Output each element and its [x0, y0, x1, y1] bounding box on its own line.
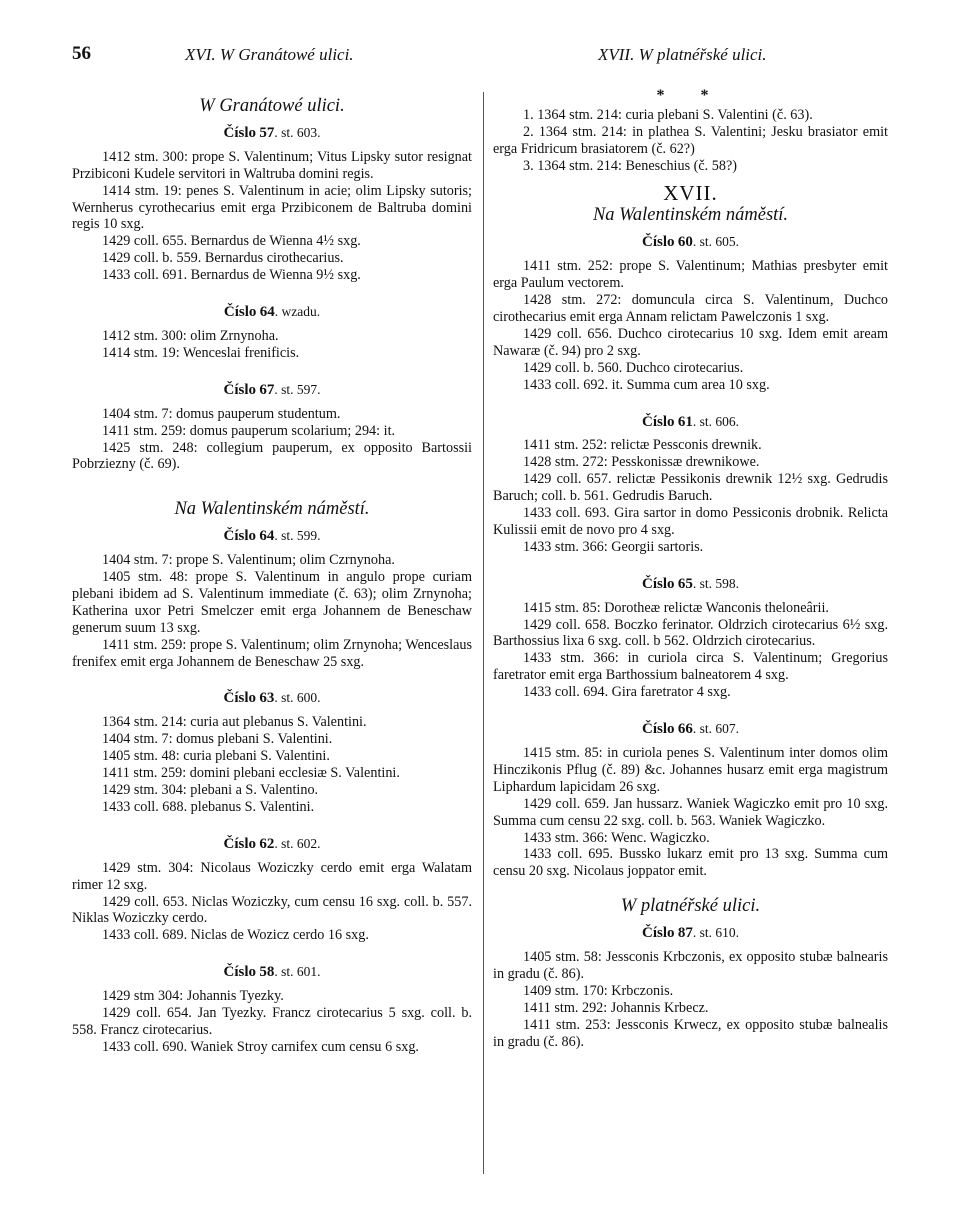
house-number: 63	[259, 690, 275, 707]
record-entry: 1429 coll. b. 560. Duchco cirotecarius.	[523, 359, 744, 376]
street-number: . st. 598.	[692, 575, 740, 591]
house-number-heading	[493, 721, 888, 738]
house-number: 64	[259, 528, 275, 545]
running-head-right: XVII. W platnéřské ulici.	[598, 45, 767, 64]
street-heading: Na Walentinském náměstí.	[592, 205, 789, 226]
street-heading: W Granátowé ulici.	[199, 96, 345, 116]
house-number-heading	[72, 382, 472, 399]
house-number: 64	[259, 304, 275, 321]
record-entry: 1414 stm. 19: penes S. Valentinum in acie; olim Lipsky sutoris; Wernherus cyrothecarius emit erga Przibiconem de Baltruba domini regis 10 sxg.	[72, 182, 472, 233]
record-entry: 1412 stm. 300: prope S. Valentinum; Vitus Lipsky sutor resignat Przibiconi Kudele servitori in Waltruba domini regis.	[72, 148, 472, 182]
house-number: 65	[677, 575, 693, 592]
record-entry: 1433 coll. 688. plebanus S. Valentini.	[102, 798, 315, 815]
cislo-label: Číslo	[223, 528, 256, 545]
street-number: . st. 599.	[274, 528, 321, 544]
house-number-heading	[493, 576, 888, 593]
record-entry: 2. 1364 stm. 214: in plathea S. Valentini; Jesku brasiator emit erga Fridricum brasiatorem (č. 62?)	[493, 123, 888, 157]
house-number: 67	[259, 381, 275, 398]
page-number: 56	[72, 43, 91, 64]
left-column	[72, 92, 472, 1056]
record-entry: 1428 stm. 272: Pesskonissæ drewnikowe.	[523, 454, 760, 471]
record-entry: 1404 stm. 7: domus plebani S. Valentini.	[102, 731, 333, 748]
record-entry: 1411 stm. 259: prope S. Valentinum; olim Zrnynoha; Wenceslaus frenifex emit erga Johannem de Beneschaw 25 sxg.	[72, 636, 472, 670]
cislo-label: Číslo	[641, 413, 675, 430]
record-entry: 1429 coll. 657. relictæ Pessikonis drewnik 12½ sxg. Gedrudis Baruch; coll. b. 561. Gedrudis Baruch.	[493, 471, 888, 505]
record-entry: 1433 coll. 695. Bussko lukarz emit pro 13 sxg. Summa cum censu 20 sxg. Nicolaus joppator emit.	[493, 846, 888, 880]
street-number: . st. 610.	[692, 925, 740, 941]
record-entry: 1409 stm. 170: Krbczonis.	[523, 982, 674, 999]
record-entry: 1429 stm 304: Johannis Tyezky.	[102, 988, 284, 1005]
record-entry: 1411 stm. 259: domini plebani ecclesiæ S. Valentini.	[102, 765, 400, 782]
asterism: * *	[656, 87, 725, 104]
cislo-label: Číslo	[223, 690, 256, 707]
record-entry: 1429 stm. 304: plebani a S. Valentino.	[102, 782, 319, 798]
cislo-label: Číslo	[641, 234, 675, 251]
house-number-heading	[72, 836, 472, 853]
cislo-label: Číslo	[223, 381, 256, 398]
house-number: 61	[677, 413, 693, 430]
record-entry: 1415 stm. 85: in curiola penes S. Valentinum inter domos olim Hinczikonis Pflug (č. 89) &c. Johannes husarz emit erga magistrum Liphardum lapicidam 26 sxg.	[493, 745, 888, 795]
record-entry: 1411 stm. 292: Johannis Krbecz.	[523, 999, 709, 1016]
house-number-heading	[72, 964, 472, 981]
street-number: . st. 601.	[274, 964, 321, 980]
house-number: 62	[259, 835, 275, 852]
record-entry: 1425 stm. 248: collegium pauperum, ex opposito Bartossii Pobrziezny (č. 69).	[72, 439, 472, 473]
house-number: 60	[677, 234, 693, 251]
house-number: 58	[259, 964, 275, 981]
record-entry: 1411 stm. 259: domus pauperum scolarium; 294: it.	[102, 422, 396, 439]
cislo-label: Číslo	[641, 925, 675, 942]
record-entry: 1433 coll. 690. Waniek Stroy carnifex cum censu 6 sxg.	[102, 1038, 419, 1055]
record-entry: 1433 stm. 366: Georgii sartoris.	[523, 538, 704, 555]
record-entry: 1411 stm. 252: prope S. Valentinum; Mathias presbyter emit erga Paulum vectorem.	[493, 258, 888, 292]
chapter-number: XVII.	[663, 180, 718, 205]
house-number: 66	[677, 721, 693, 738]
record-entry: 1414 stm. 19: Wenceslai frenificis.	[102, 344, 300, 361]
house-number-heading	[493, 414, 888, 431]
record-entry: 1433 stm. 366: in curiola circa S. Valentinum; Gregorius faretrator emit erga Barthossium balneatorem 4 sxg.	[493, 650, 888, 684]
record-entry: 1404 stm. 7: prope S. Valentinum; olim Czrnynoha.	[102, 552, 395, 569]
house-number: 57	[259, 124, 275, 141]
record-entry: 1433 coll. 689. Niclas de Wozicz cerdo 16 sxg.	[102, 927, 369, 944]
house-number-heading	[493, 234, 888, 251]
cislo-label: Číslo	[223, 964, 256, 981]
running-head-left: XVI. W Granátowé ulici.	[185, 45, 354, 64]
page-header	[0, 43, 960, 71]
record-entry: 1404 stm. 7: domus pauperum studentum.	[102, 405, 341, 422]
record-entry: 1429 coll. 659. Jan hussarz. Waniek Wagiczko emit pro 10 sxg. Summa cum censu 22 sxg. coll. b. 563. Waniek Wagiczko.	[493, 795, 888, 829]
street-number: . wzadu.	[274, 304, 321, 320]
record-entry: 1. 1364 stm. 214: curia plebani S. Valentini (č. 63).	[523, 106, 813, 123]
record-entry: 1411 stm. 253: Jessconis Krwecz, ex opposito stubæ balnealis in gradu (č. 86).	[493, 1016, 888, 1050]
record-entry: 1429 coll. 653. Niclas Woziczky, cum censu 16 sxg. coll. b. 557. Niklas Woziczky cerdo.	[72, 893, 472, 927]
record-entry: 1429 coll. b. 559. Bernardus cirothecarius.	[102, 250, 344, 267]
street-number: . st. 600.	[274, 690, 321, 706]
cislo-label: Číslo	[641, 721, 675, 738]
house-number-heading	[72, 304, 472, 321]
record-entry: 1429 stm. 304: Nicolaus Woziczky cerdo emit erga Walatam rimer 12 sxg.	[72, 859, 472, 893]
house-number-heading	[72, 690, 472, 707]
street-number: . st. 607.	[692, 721, 740, 737]
record-entry: 1429 coll. 656. Duchco cirotecarius 10 sxg. Idem emit aream Nawaræ (č. 94) pro 2 sxg.	[493, 325, 888, 359]
cislo-label: Číslo	[641, 575, 675, 592]
street-number: . st. 597.	[274, 381, 321, 397]
record-entry: 1415 stm. 85: Dorotheæ relictæ Wanconis theloneârii.	[523, 599, 829, 616]
right-column	[493, 87, 888, 1051]
cislo-label: Číslo	[223, 304, 257, 321]
column-divider	[483, 92, 484, 1174]
record-entry: 3. 1364 stm. 214: Beneschius (č. 58?)	[523, 157, 737, 174]
record-entry: 1433 coll. 691. Bernardus de Wienna 9½ sxg.	[102, 267, 361, 284]
house-number-heading	[72, 125, 472, 142]
record-entry: 1429 coll. 655. Bernardus de Wienna 4½ sxg.	[102, 233, 361, 250]
house-number: 87	[677, 925, 693, 942]
record-entry: 1433 coll. 693. Gira sartor in domo Pessiconis drobnik. Relicta Kulissii emit de novo pro 4 sxg.	[493, 505, 888, 538]
street-number: . st. 603.	[274, 124, 321, 140]
record-entry: 1433 stm. 366: Wenc. Wagiczko.	[523, 829, 710, 846]
record-entry: 1405 stm. 58: Jessconis Krbczonis, ex opposito stubæ balnearis in gradu (č. 86).	[493, 949, 888, 982]
record-entry: 1405 stm. 48: prope S. Valentinum in angulo prope curiam plebani ibidem ad S. Valentinum immediate (č. 63); olim Zrnynoha; Katherina uxor Petri Smelczer emit erga Johannem de Beneschaw generum suum 13 sxg.	[72, 569, 472, 636]
record-entry: 1429 coll. 658. Boczko ferinator. Oldrzich cirotecarius 6½ sxg. Barthossius lixa 6 sxg. coll. b 562. Oldrzich cirotecarius.	[493, 616, 888, 650]
record-entry: 1411 stm. 252: relictæ Pessconis drewnik.	[523, 437, 762, 454]
record-entry: 1433 coll. 692. it. Summa cum area 10 sxg.	[523, 376, 770, 393]
record-entry: 1433 coll. 694. Gira faretrator 4 sxg.	[523, 684, 731, 701]
street-number: . st. 605.	[692, 234, 740, 250]
street-number: . st. 606.	[692, 413, 740, 429]
record-entry: 1412 stm. 300: olim Zrnynoha.	[102, 327, 279, 344]
record-entry: 1364 stm. 214: curia aut plebanus S. Valentini.	[102, 714, 367, 731]
street-number: . st. 602.	[274, 835, 321, 851]
street-heading: Na Walentinském náměstí.	[174, 499, 370, 520]
record-entry: 1429 coll. 654. Jan Tyezky. Francz cirotecarius 5 sxg. coll. b. 558. Francz cirotecarius.	[72, 1005, 472, 1038]
cislo-label: Číslo	[223, 835, 256, 852]
cislo-label: Číslo	[223, 124, 256, 141]
house-number-heading	[72, 528, 472, 545]
street-heading: W platnéřské ulici.	[620, 896, 761, 917]
record-entry: 1405 stm. 48: curia plebani S. Valentini.	[102, 748, 330, 765]
house-number-heading	[493, 925, 888, 942]
record-entry: 1428 stm. 272: domuncula circa S. Valentinum, Duchco cirothecarius emit erga Annam relictam Pawelczonis 1 sxg.	[493, 292, 888, 325]
